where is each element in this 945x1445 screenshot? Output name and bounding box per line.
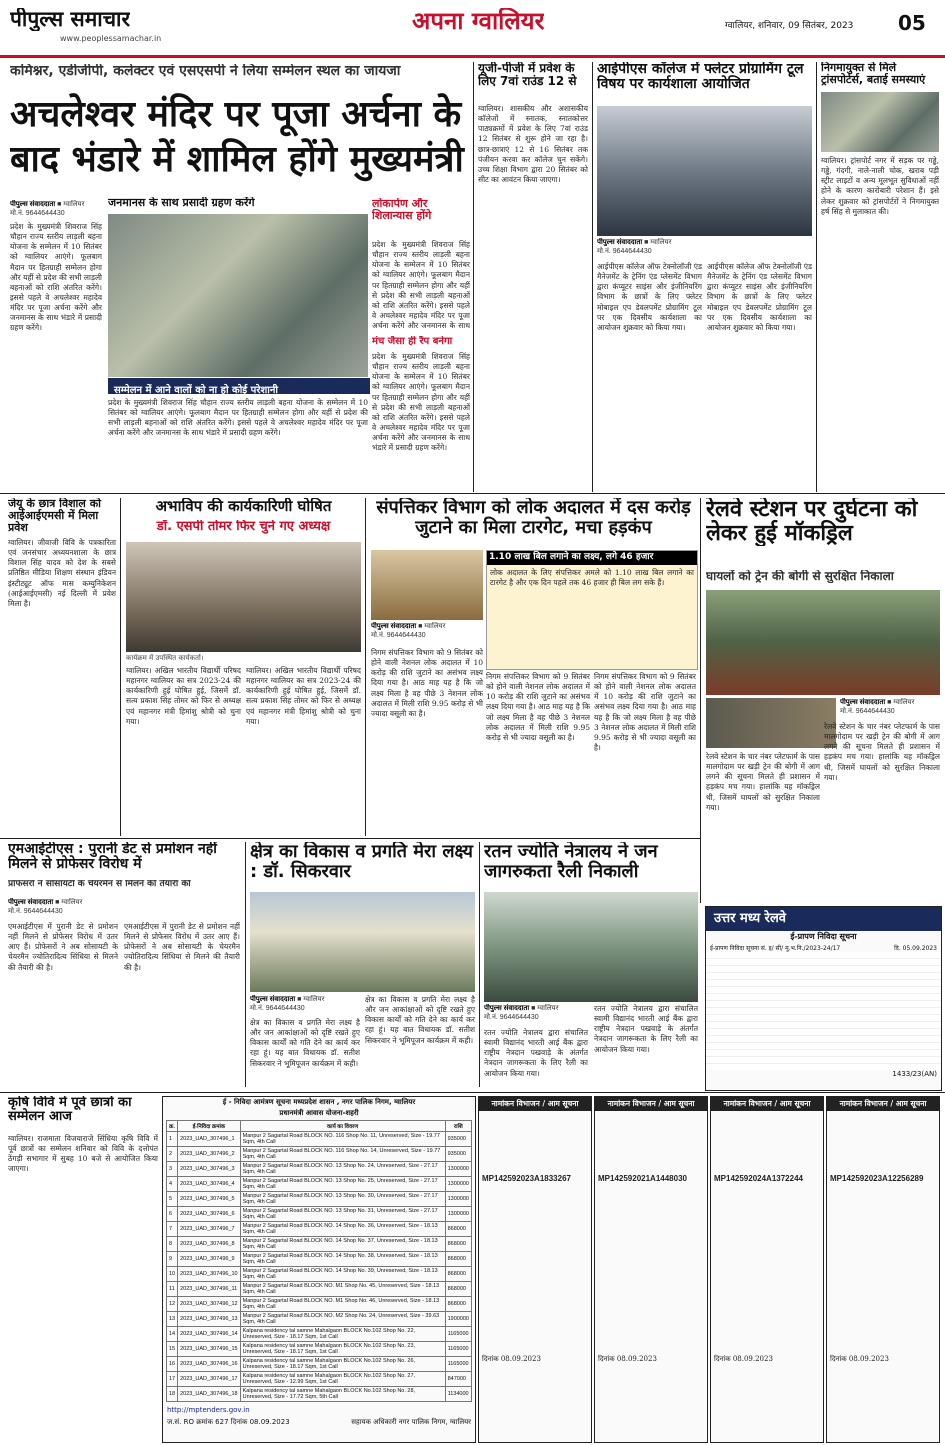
vikas-body-2: क्षेत्र का विकास व प्रगति मेरा लक्ष्य है और जन आकांक्षाओं को दृष्टि रखते हुए विकास कार्यों को गति देने का कार्य कर रहा हूं। यह बात विधायक डॉ. सतीश सिकरवार ने भूमिपूजन कार्यक्रम में कही। xyxy=(365,995,475,1045)
table-header: राशि xyxy=(445,1121,471,1132)
table-cell: 847000 xyxy=(445,1372,471,1387)
lead-body-right: प्रदेश के मुख्यमंत्री शिवराज सिंह चौहान राज्य स्तरीय लाड़ली बहना योजना के सम्मेलन में 10 सितंबर को ग्वालियर आएंगे। फूलबाग मैदान पर हितग्राही सम्मेलन होगा और यहीं से प्रदेश की सभी लाड़ली बहनाओं को राशि अंतरित करेंगे। इससे पहले वे अचलेश्वर महादेव मंदिर पर पूजा अर्चना करेंगे और जनमानस के साथ भंडारे में प्रसादी ग्रहण करेंगे। xyxy=(372,352,470,453)
sampada-photo xyxy=(371,550,483,620)
table-row xyxy=(167,1192,472,1207)
vikas-photo xyxy=(250,892,475,992)
lead-headline: अचलेश्वर मंदिर पर पूजा अर्चना के बाद भंडारे में शामिल होंगे मुख्यमंत्री xyxy=(10,94,464,180)
table-cell: Kalpana residency tal samne Mahalgaon BLOCK No.102 Shop No. 26, Unreserved, Size - 18.17 Sqm, 1st Call xyxy=(240,1357,445,1372)
byline-mobile: मो.नं. 9644644430 xyxy=(840,708,895,715)
table-cell: 11 xyxy=(167,1282,178,1297)
ratan-photo xyxy=(484,892,698,1002)
byline-mobile: मो.नं. 9644644430 xyxy=(10,210,65,217)
table-row xyxy=(167,1252,472,1267)
table-cell: 2023_UAD_307496_9 xyxy=(178,1252,241,1267)
ips-body: आईपीएस कॉलेज ऑफ टेक्नोलॉजी एंड मैनेजमेंट के ट्रेनिंग एंड प्लेसमेंट विभाग द्वारा कंप्यूटर साइंस और इंजीनियरिंग विभाग के छात्रों के लिए फ्लेटर मोबाइल एप डेवलपमेंट प्रोग्रामिंग टूल पर एक दिवसीय कार्यशाला का आयोजन शुक्रवार को किया गया। xyxy=(597,262,702,332)
table-cell: Manpur 2 Sagartal Road BLOCK NO. 14 Shop No. 36, Unreserved, Size - 18.13 Sqm, 4th Call xyxy=(240,1222,445,1237)
byline-city: ग्वालियर xyxy=(63,201,85,208)
table-row xyxy=(167,1177,472,1192)
byline-city: ग्वालियर xyxy=(893,699,915,706)
mits-body-2: एमआईटीएस में पुरानी डेट से प्रमोशन नहीं मिलने से प्रोफेसर विरोध में उतर आए हैं। प्रोफेसरों ने अब सोसायटी के चेयरमैन ज्योतिरादित्य सिंधिया से मिलने की तैयारी की है। xyxy=(124,922,240,972)
section-title: अपना ग्वालियर xyxy=(412,8,545,35)
table-cell: 1134000 xyxy=(445,1387,471,1402)
table-cell: 2023_UAD_307496_4 xyxy=(178,1177,241,1192)
table-cell: 1900000 xyxy=(445,1312,471,1327)
lead-body-cont: प्रदेश के मुख्यमंत्री शिवराज सिंह चौहान राज्य स्तरीय लाड़ली बहना योजना के सम्मेलन में 10 सितंबर को ग्वालियर आएंगे। फूलबाग मैदान पर हितग्राही सम्मेलन होगा और यहीं से प्रदेश की सभी लाड़ली बहनाओं को राशि अंतरित करेंगे। इससे पहले वे अचलेश्वर महादेव मंदिर पर पूजा अर्चना करेंगे और जनमानस के साथ भंडारे में प्रसादी ग्रहण करेंगे। xyxy=(108,398,368,438)
sampada-box xyxy=(486,550,698,670)
railway-subhead: घायलों को ट्रेन की बोगी से सुरक्षित निकाला xyxy=(706,570,894,583)
notice-mp-number: MP142592021A1448030 xyxy=(598,1174,687,1183)
table-cell: 7 xyxy=(167,1222,178,1237)
ips-byline: पीपुल्स संवाददाता ■ ग्वालियर मो.नं. 9644644430 xyxy=(597,239,672,255)
page-number: 05 xyxy=(898,12,926,34)
notice-title: नामांकन विभाजन / आम सूचना xyxy=(827,1097,939,1111)
ips-headline: आईपीएस कॉलेज में फ्लेटर प्रोग्रामिंग टूल विषय पर कार्यशाला आयोजित xyxy=(597,62,804,93)
table-cell: 8 xyxy=(167,1237,178,1252)
table-cell: 2023_UAD_307496_14 xyxy=(178,1327,241,1342)
table-cell: 2023_UAD_307496_6 xyxy=(178,1207,241,1222)
col-divider xyxy=(365,498,366,836)
nigam-photo xyxy=(821,92,939,152)
table-cell: Manpur 2 Sagartal Road BLOCK NO. 13 Shop No. 25, Unreserved, Size - 27.17 Sqm, 4th Call xyxy=(240,1177,445,1192)
lead-strip xyxy=(108,378,370,394)
table-cell: 2023_UAD_307496_5 xyxy=(178,1192,241,1207)
notice-title: नामांकन विभाजन / आम सूचना xyxy=(711,1097,823,1111)
table-row xyxy=(167,1372,472,1387)
table-cell: 935000 xyxy=(445,1132,471,1147)
col-divider xyxy=(592,62,593,492)
notice-body xyxy=(479,1111,591,1417)
abvp-body-2: ग्वालियर। अखिल भारतीय विद्यार्थी परिषद महानगर ग्वालियर का सत्र 2023-24 की कार्यकारिणी हुई घोषित हुई, जिसमें डॉ. सत्य प्रकाश सिंह तोमर को फिर से अध्यक्ष एवं महानगर मंत्री हिमांशु श्रोत्री को चुना गया। xyxy=(246,666,361,726)
notice-title: नामांकन विभाजन / आम सूचना xyxy=(479,1097,591,1111)
table-cell: Manpur 2 Sagartal Road BLOCK NO. 13 Shop No. 24, Unreserved, Size - 27.17 Sqm, 4th Call xyxy=(240,1162,445,1177)
sampada-box-body: लोक अदालत के लिए संपत्तिकर अमले को 1.10 लाख बिल लगाने का टारगेट है और एक दिन पहले तक 46 हजार ही बिल लग सके हैं। xyxy=(490,567,694,588)
railway-tender-body xyxy=(706,952,941,1070)
notice-box xyxy=(710,1096,824,1443)
section-rule xyxy=(0,1092,945,1093)
table-cell: 5 xyxy=(167,1192,178,1207)
table-cell: 9 xyxy=(167,1252,178,1267)
table-cell: 15 xyxy=(167,1342,178,1357)
eauction-table xyxy=(166,1120,472,1402)
abvp-photo xyxy=(126,542,361,652)
table-row xyxy=(167,1297,472,1312)
table-row xyxy=(167,1312,472,1327)
table-cell: 2023_UAD_307496_13 xyxy=(178,1312,241,1327)
byline-mobile: मो.नं. 9644644430 xyxy=(484,1014,539,1021)
table-cell: 1165000 xyxy=(445,1327,471,1342)
railway-byline: पीपुल्स संवाददाता ■ ग्वालियर मो.नं. 9644644430 xyxy=(840,699,915,715)
table-row xyxy=(167,1207,472,1222)
col-divider xyxy=(479,842,480,1087)
table-row xyxy=(167,1357,472,1372)
notice-date: दिनांक 08.09.2023 xyxy=(482,1354,541,1363)
table-cell: Manpur 2 Sagartal Road BLOCK NO. 14 Shop No. 38, Unreserved, Size - 18.13 Sqm, 4th Call xyxy=(240,1252,445,1267)
railway-tender-title: उत्तर मध्य रेलवे xyxy=(706,907,941,931)
vikas-body: क्षेत्र का विकास व प्रगति मेरा लक्ष्य है और जन आकांक्षाओं को दृष्टि रखते हुए विकास कार्यों को गति देने का कार्य कर रहा हूं। यह बात विधायक डॉ. सतीश सिकरवार ने भूमिपूजन कार्यक्रम में कही। xyxy=(250,1018,360,1068)
table-cell: 12 xyxy=(167,1297,178,1312)
table-cell: 868000 xyxy=(445,1222,471,1237)
krishi-headline: कृषि विवि में पूर्व छात्रों का सम्मेलन आज xyxy=(8,1096,132,1125)
paper-name: पीपुल्स समाचार xyxy=(10,8,131,31)
table-row xyxy=(167,1237,472,1252)
byline-name: पीपुल्स संवाददाता xyxy=(484,1005,530,1012)
tender-ref: ई-प्रापण निविदा सूचना सं. इ/ सी/ मु.भ.नि./2023-24/17 xyxy=(710,945,841,953)
table-row xyxy=(167,1147,472,1162)
eauction-footer-right: सहायक अधिकारी नगर पालिक निगम, ग्वालियर xyxy=(351,1418,471,1427)
notice-mp-number: MP142592024A1372244 xyxy=(714,1174,803,1183)
abvp-caption: कार्यक्रम में उपस्थित कार्यकर्ता। xyxy=(126,654,204,662)
mits-subhead: प्रोफेसरों ने सोसायटी के चेयरमैन से मिलने की तैयारी की xyxy=(8,880,191,889)
table-cell: 1165000 xyxy=(445,1357,471,1372)
col-divider xyxy=(120,498,121,836)
byline-name: पीपुल्स संवाददाता xyxy=(250,996,296,1003)
byline-name: पीपुल्स संवाददाता xyxy=(371,623,417,630)
table-cell: 2023_UAD_307496_11 xyxy=(178,1282,241,1297)
notice-body xyxy=(711,1111,823,1417)
eauction-footer xyxy=(163,1416,475,1429)
table-cell: 935000 xyxy=(445,1147,471,1162)
abvp-headline1: अभाविप की कार्यकारिणी घोषित xyxy=(155,498,332,515)
table-cell: Manpur 2 Sagartal Road BLOCK NO. 13 Shop No. 30, Unreserved, Size - 27.17 Sqm, 4th Call xyxy=(240,1192,445,1207)
sampada-byline: पीपुल्स संवाददाता ■ ग्वालियर मो.नं. 9644644430 xyxy=(371,623,446,639)
table-cell: 868000 xyxy=(445,1267,471,1282)
col-divider xyxy=(245,842,246,1087)
table-cell: 1 xyxy=(167,1132,178,1147)
table-row xyxy=(167,1387,472,1402)
notice-title: नामांकन विभाजन / आम सूचना xyxy=(595,1097,707,1111)
lead-subhead-ramp: मंच जैसा ही रैंप बनेगा xyxy=(372,336,453,347)
table-cell: Manpur 2 Sagartal Road BLOCK NO. 13 Shop No. 31, Unreserved, Size - 27.17 Sqm, 4th Call xyxy=(240,1207,445,1222)
eauction-notice xyxy=(162,1096,476,1443)
section-rule xyxy=(0,838,700,839)
table-row xyxy=(167,1162,472,1177)
byline-city: ग्वालियर xyxy=(61,899,83,906)
railway-photo xyxy=(706,590,940,695)
lead-subhead-inaug: लोकार्पण और शिलान्यास होंगे xyxy=(372,198,432,223)
table-cell: 6 xyxy=(167,1207,178,1222)
byline-city: ग्वालियर xyxy=(537,1005,559,1012)
lead-body: प्रदेश के मुख्यमंत्री शिवराज सिंह चौहान राज्य स्तरीय लाड़ली बहना योजना के सम्मेलन में 10 सितंबर को ग्वालियर आएंगे। फूलबाग मैदान पर हितग्राही सम्मेलन होगा और यहीं से प्रदेश की सभी लाड़ली बहनाओं को राशि अंतरित करेंगे। इससे पहले वे अचलेश्वर महादेव मंदिर पर पूजा अर्चना करेंगे और जनमानस के साथ भंडारे में प्रसादी ग्रहण करेंगे। xyxy=(10,222,102,333)
notice-box xyxy=(594,1096,708,1443)
eauction-footer-left: ज.सं. RO क्रमांक 627 दिनांक 08.09.2023 xyxy=(167,1418,290,1427)
byline-mobile: मो.नं. 9644644430 xyxy=(597,248,652,255)
website: www.peoplessamachar.in xyxy=(60,34,162,43)
table-cell: 868000 xyxy=(445,1282,471,1297)
tender-date: दि. 05.09.2023 xyxy=(894,945,937,953)
table-row xyxy=(167,1222,472,1237)
section-rule xyxy=(0,493,945,494)
sampada-box-title: 1.10 लाख बिल लगाने का लक्ष्य, लगे 46 हजार xyxy=(487,551,697,565)
table-cell: Manpur 2 Sagartal Road BLOCK NO. 116 Shop No. 14, Unreserved, Size - 19.77 Sqm, 4th Call xyxy=(240,1147,445,1162)
table-cell: Manpur 2 Sagartal Road BLOCK NO. 116 Shop No. 11, Unreserved, Size - 19.77 Sqm, 4th Call xyxy=(240,1132,445,1147)
table-cell: 868000 xyxy=(445,1252,471,1267)
notice-body xyxy=(827,1111,939,1417)
byline-mobile: मो.नं. 9644644430 xyxy=(250,1005,305,1012)
mits-headline: एमआईटीएस : पुरानी डेट से प्रमोशन नहीं मिलने से प्रोफेसर विरोध में xyxy=(8,842,217,873)
ratan-byline: पीपुल्स संवाददाता ■ ग्वालियर मो.नं. 9644644430 xyxy=(484,1005,559,1021)
table-cell: Kalpana residency tal samne Mahalgaon BLOCK No.102 Shop No. 23, Unreserved, Size - 18.17 Sqm, 1st Call xyxy=(240,1342,445,1357)
notice-mp-number: MP142592023A1833267 xyxy=(482,1174,571,1183)
table-cell: 2023_UAD_307496_2 xyxy=(178,1147,241,1162)
railway-body: रेलवे स्टेशन के चार नंबर प्लेटफार्म के पास मालगोदाम पर खड़ी ट्रेन की बोगी में आग लगने की सूचना मिलते ही प्रशासन में हड़कंप मच गया। हालांकि यह मॉकड्रिल थी, जिसमें घायलों को सुरक्षित निकाला गया। xyxy=(706,752,820,812)
railway-tender-ref xyxy=(706,944,941,952)
table-cell: Manpur 2 Sagartal Road BLOCK NO. 14 Shop No. 39, Unreserved, Size - 18.13 Sqm, 4th Call xyxy=(240,1267,445,1282)
ug-body: ग्वालियर। शासकीय और अशासकीय कॉलेजों में स्नातक, स्नातकोत्तर पाठ्यक्रमों में प्रवेश के लिए 7वां राउंड 12 सितंबर से शुरू होने जा रहा है। छात्र-छात्राएं 12 से 16 सितंबर तक पंजीयन करवा कर कॉलेज चुन सकेंगे। उच्च शिक्षा विभाग द्वारा 20 सितंबर को सीट का आवंटन किया जाएगा। xyxy=(478,104,588,184)
table-cell: 16 xyxy=(167,1357,178,1372)
railway-body-2: रेलवे स्टेशन के चार नंबर प्लेटफार्म के पास मालगोदाम पर खड़ी ट्रेन की बोगी में आग लगने की सूचना मिलते ही प्रशासन में हड़कंप मच गया। हालांकि यह मॉकड्रिल थी, जिसमें घायलों को सुरक्षित निकाला गया। xyxy=(824,722,940,782)
table-cell: 2023_UAD_307496_3 xyxy=(178,1162,241,1177)
byline-name: पीपुल्स संवाददाता xyxy=(8,899,54,906)
table-cell: Manpur 2 Sagartal Road BLOCK NO. M2 Shop No. 24, Unreserved, Size - 39.63 Sqm, 4th Call xyxy=(240,1312,445,1327)
table-cell: 1300000 xyxy=(445,1162,471,1177)
sampada-headline: संपत्तिकर विभाग को लोक अदालत में दस करोड़ जुटाने का मिला टारगेट, मचा हड़कंप xyxy=(376,498,691,538)
table-cell: 2023_UAD_307496_17 xyxy=(178,1372,241,1387)
notice-mp-number: MP142592023A12256289 xyxy=(830,1174,924,1183)
railway-tender-footer: 1433/23(AN) xyxy=(892,1070,937,1079)
masthead-rule xyxy=(0,55,945,58)
eauction-sub: प्रधानमंत्री आवास योजना-शहरी xyxy=(279,1108,359,1117)
col-divider xyxy=(700,498,701,903)
sampada-body-2: निगम संपत्तिकर विभाग को 9 सितंबर को होने वाली नेशनल लोक अदालत में 10 करोड़ की राशि जुटाने का असंभव लक्ष्य दिया गया है। आठ माह यह है कि जो लक्ष्य मिला है वह पीछे 3 नेशनल लोक अदालत में मिली राशि 9.95 करोड़ से भी ज्यादा वसूली का है। xyxy=(486,672,590,742)
byline-name: पीपुल्स संवाददाता xyxy=(840,699,886,706)
notice-body xyxy=(595,1111,707,1417)
eauction-title: ई - निविदा आमंत्रण सूचना मध्यप्रदेश शासन , नगर पालिक निगम, ग्वालियर xyxy=(222,1098,416,1106)
table-row xyxy=(167,1282,472,1297)
vikas-byline: पीपुल्स संवाददाता ■ ग्वालियर मो.नं. 9644644430 xyxy=(250,996,325,1012)
table-cell: 1165000 xyxy=(445,1342,471,1357)
table-cell: 13 xyxy=(167,1312,178,1327)
date-line: ग्वालियर, शनिवार, 09 सितंबर, 2023 xyxy=(725,21,854,31)
table-cell: 10 xyxy=(167,1267,178,1282)
table-cell: 2023_UAD_307496_1 xyxy=(178,1132,241,1147)
notice-date: दिनांक 08.09.2023 xyxy=(714,1354,773,1363)
mits-body: एमआईटीएस में पुरानी डेट से प्रमोशन नहीं मिलने से प्रोफेसर विरोध में उतर आए हैं। प्रोफेसरों ने अब सोसायटी के चेयरमैन ज्योतिरादित्य सिंधिया से मिलने की तैयारी की है। xyxy=(8,922,118,972)
vikas-headline: क्षेत्र का विकास व प्रगति मेरा लक्ष्य : डॉ. सिकरवार xyxy=(250,842,473,882)
table-row xyxy=(167,1327,472,1342)
table-cell: 2023_UAD_307496_15 xyxy=(178,1342,241,1357)
table-cell: 2023_UAD_307496_16 xyxy=(178,1357,241,1372)
table-header: कार्य का विवरण xyxy=(240,1121,445,1132)
table-cell: Manpur 2 Sagartal Road BLOCK NO. 14 Shop No. 37, Unreserved, Size - 18.13 Sqm, 4th Call xyxy=(240,1237,445,1252)
table-row xyxy=(167,1132,472,1147)
table-cell: 1300000 xyxy=(445,1177,471,1192)
notice-box xyxy=(826,1096,940,1443)
sampada-body: निगम संपत्तिकर विभाग को 9 सितंबर को होने वाली नेशनल लोक अदालत में 10 करोड़ की राशि जुटाने का असंभव लक्ष्य दिया गया है। आठ माह यह है कि जो लक्ष्य मिला है वह पीछे 3 नेशनल लोक अदालत में मिली राशि 9.95 करोड़ से भी ज्यादा वसूली का है। xyxy=(371,648,483,718)
table-cell: 18 xyxy=(167,1387,178,1402)
nigam-headline: निगमायुक्त से मिले ट्रांसपोर्टर्स, बताई समस्याएं xyxy=(821,62,926,87)
table-row xyxy=(167,1267,472,1282)
byline-name: पीपुल्स संवाददाता xyxy=(597,239,643,246)
table-cell: Manpur 2 Sagartal Road BLOCK NO. M1 Shop No. 46, Unreserved, Size - 18.13 Sqm, 4th Call xyxy=(240,1297,445,1312)
lead-byline: पीपुल्स संवाददाता ■ ग्वालियर मो.नं. 9644644430 xyxy=(10,201,85,217)
table-cell: Kalpana residency tal samne Mahalgaon BLOCK No.102 Shop No. 22, Unreserved, Size - 18.17 Sqm, 1st Call xyxy=(240,1327,445,1342)
table-cell: Manpur 2 Sagartal Road BLOCK NO. M1 Shop No. 45, Unreserved, Size - 18.13 Sqm, 4th Call xyxy=(240,1282,445,1297)
table-cell: 868000 xyxy=(445,1297,471,1312)
abvp-headline2: डॉ. एसपी तोमर फिर चुने गए अध्यक्ष xyxy=(156,520,331,534)
table-cell: 2 xyxy=(167,1147,178,1162)
table-cell: 2023_UAD_307496_12 xyxy=(178,1297,241,1312)
table-cell: 1300000 xyxy=(445,1207,471,1222)
table-cell: 2023_UAD_307496_18 xyxy=(178,1387,241,1402)
table-cell: 3 xyxy=(167,1162,178,1177)
ips-body-2: आईपीएस कॉलेज ऑफ टेक्नोलॉजी एंड मैनेजमेंट के ट्रेनिंग एंड प्लेसमेंट विभाग द्वारा कंप्यूटर साइंस और इंजीनियरिंग विभाग के छात्रों के लिए फ्लेटर मोबाइल एप डेवलपमेंट प्रोग्रामिंग टूल पर एक दिवसीय कार्यशाला का आयोजन शुक्रवार को किया गया। xyxy=(707,262,812,332)
table-cell: 14 xyxy=(167,1327,178,1342)
table-cell: 868000 xyxy=(445,1237,471,1252)
byline-mobile: मो.नं. 9644644430 xyxy=(371,632,426,639)
table-header: क्र. xyxy=(167,1121,178,1132)
nigam-body: ग्वालियर। ट्रांसपोर्ट नगर में सड़क पर गड्ढे, गड्ढे, गंदगी, नाले-नाली चोक, खराब पड़ी स्ट्रीट लाइटों व अन्य मूलभूत सुविधाओं नहीं होने के कारण कारोबारी परेशान हैं। इसे लेकर शुक्रवार को ट्रांसपोर्टरों ने निगमायुक्त हर्ष सिंह से मुलाकात की। xyxy=(821,156,939,216)
byline-name: पीपुल्स संवाददाता xyxy=(10,201,56,208)
table-cell: Kalpana residency tal samne Mahalgaon BLOCK No.102 Shop No. 27, Unreserved, Size - 12.99 Sqm, 1st Call xyxy=(240,1372,445,1387)
mits-byline: पीपुल्स संवाददाता ■ ग्वालियर मो.नं. 9644644430 xyxy=(8,899,83,915)
table-cell: 2023_UAD_307496_10 xyxy=(178,1267,241,1282)
sampada-body-3: निगम संपत्तिकर विभाग को 9 सितंबर को होने वाली नेशनल लोक अदालत में 10 करोड़ की राशि जुटाने का असंभव लक्ष्य दिया गया है। आठ माह यह है कि जो लक्ष्य मिला है वह पीछे 3 नेशनल लोक अदालत में मिली राशि 9.95 करोड़ से भी ज्यादा वसूली का है। xyxy=(594,672,696,752)
table-cell: 1300000 xyxy=(445,1192,471,1207)
ratan-body-2: रतन ज्योति नेत्रालय द्वारा संचालित स्वामी विद्यानंद भारती आई बैंक द्वारा राष्ट्रीय नेत्रदान पखवाड़े के अंतर्गत नेत्रदान जागरूकता के लिए रैली का आयोजन किया गया। xyxy=(594,1004,698,1054)
lead-photo-caption: जनमानस के साथ प्रसादी ग्रहण करेंगे xyxy=(108,197,255,209)
table-cell: 4 xyxy=(167,1177,178,1192)
table-header: ई-निविदा क्रमांक xyxy=(178,1121,241,1132)
jeu-body: ग्वालियर। जीवाजी विवि के पत्रकारिता एवं जनसंचार अध्ययनशाला के छात्र विशाल सिंह यादव को देश के सबसे प्रतिष्ठित मीडिया शिक्षण संस्थान इंडियन इंस्टीट्यूट ऑफ मास कम्युनिकेशन (आईआईएमसी) नई दिल्ली में प्रवेश मिला है। xyxy=(8,538,116,608)
table-row xyxy=(167,1342,472,1357)
lead-sidebar-text: प्रदेश के मुख्यमंत्री शिवराज सिंह चौहान राज्य स्तरीय लाड़ली बहना योजना के सम्मेलन में 10 सितंबर को ग्वालियर आएंगे। फूलबाग मैदान पर हितग्राही सम्मेलन होगा और यहीं से प्रदेश की सभी लाड़ली बहनाओं को राशि अंतरित करेंगे। इससे पहले वे अचलेश्वर महादेव मंदिर पर पूजा अर्चना करेंगे और जनमानस के साथ xyxy=(372,240,470,330)
ips-photo xyxy=(597,106,812,236)
notice-box xyxy=(478,1096,592,1443)
railway-headline: रेलवे स्टेशन पर दुर्घटना को लेकर हुई मॉकड्रिल xyxy=(706,498,918,547)
ug-headline: यूजी-पीजी में प्रवेश के लिए 7वां राउंड 12 से xyxy=(478,62,577,89)
eauction-site[interactable]: http://mptenders.gov.in xyxy=(167,1406,250,1415)
ratan-body: रतन ज्योति नेत्रालय द्वारा संचालित स्वामी विद्यानंद भारती आई बैंक द्वारा राष्ट्रीय नेत्रदान पखवाड़े के अंतर्गत नेत्रदान जागरूकता के लिए रैली का आयोजन किया गया। xyxy=(484,1028,588,1078)
notice-date: दिनांक 08.09.2023 xyxy=(598,1354,657,1363)
krishi-body: ग्वालियर। राजमाता विजयाराजे सिंधिया कृषि विवि में पूर्व छात्रों का सम्मेलन शनिवार को विवि के दत्तोपंत ठेंगड़ी सभागार में सुबह 10 बजे से आयोजित किया जाएगा। xyxy=(8,1134,158,1174)
table-cell: Kalpana residency tal samne Mahalgaon BLOCK No.102 Shop No. 28, Unreserved, Size - 17.72 Sqm, 5th Call xyxy=(240,1387,445,1402)
ratan-headline: रतन ज्योति नेत्रालय ने जन जागरुकता रैली निकाली xyxy=(484,842,658,882)
byline-city: ग्वालियर xyxy=(650,239,672,246)
railway-photo-small xyxy=(706,698,836,748)
masthead xyxy=(0,0,945,52)
jeu-headline: जेयू के छात्र विशाल को आईआईएमसी में मिला प्रवेश xyxy=(8,498,101,535)
col-divider xyxy=(816,62,817,492)
table-cell: 2023_UAD_307496_8 xyxy=(178,1237,241,1252)
byline-city: ग्वालियर xyxy=(303,996,325,1003)
col-divider xyxy=(473,62,474,492)
lead-strip-text: सम्मेलन में आने वालों को ना हो कोई परेशानी xyxy=(114,385,278,394)
notice-date: दिनांक 08.09.2023 xyxy=(830,1354,889,1363)
table-cell: 2023_UAD_307496_7 xyxy=(178,1222,241,1237)
byline-city: ग्वालियर xyxy=(424,623,446,630)
table-cell: 17 xyxy=(167,1372,178,1387)
byline-mobile: मो.नं. 9644644430 xyxy=(8,908,63,915)
railway-tender xyxy=(705,906,942,1091)
lead-photo xyxy=(108,214,368,377)
railway-tender-sub: ई-प्रापण निविदा सूचना xyxy=(790,932,857,942)
lead-kicker: कमिश्नर, एडीजीपी, कलेक्टर एवं एसएसपी ने लिया सम्मेलन स्थल का जायजा xyxy=(10,64,401,79)
abvp-body: ग्वालियर। अखिल भारतीय विद्यार्थी परिषद महानगर ग्वालियर का सत्र 2023-24 की कार्यकारिणी हुई घोषित हुई, जिसमें डॉ. सत्य प्रकाश सिंह तोमर को फिर से अध्यक्ष एवं महानगर मंत्री हिमांशु श्रोत्री को चुना गया। xyxy=(126,666,241,726)
